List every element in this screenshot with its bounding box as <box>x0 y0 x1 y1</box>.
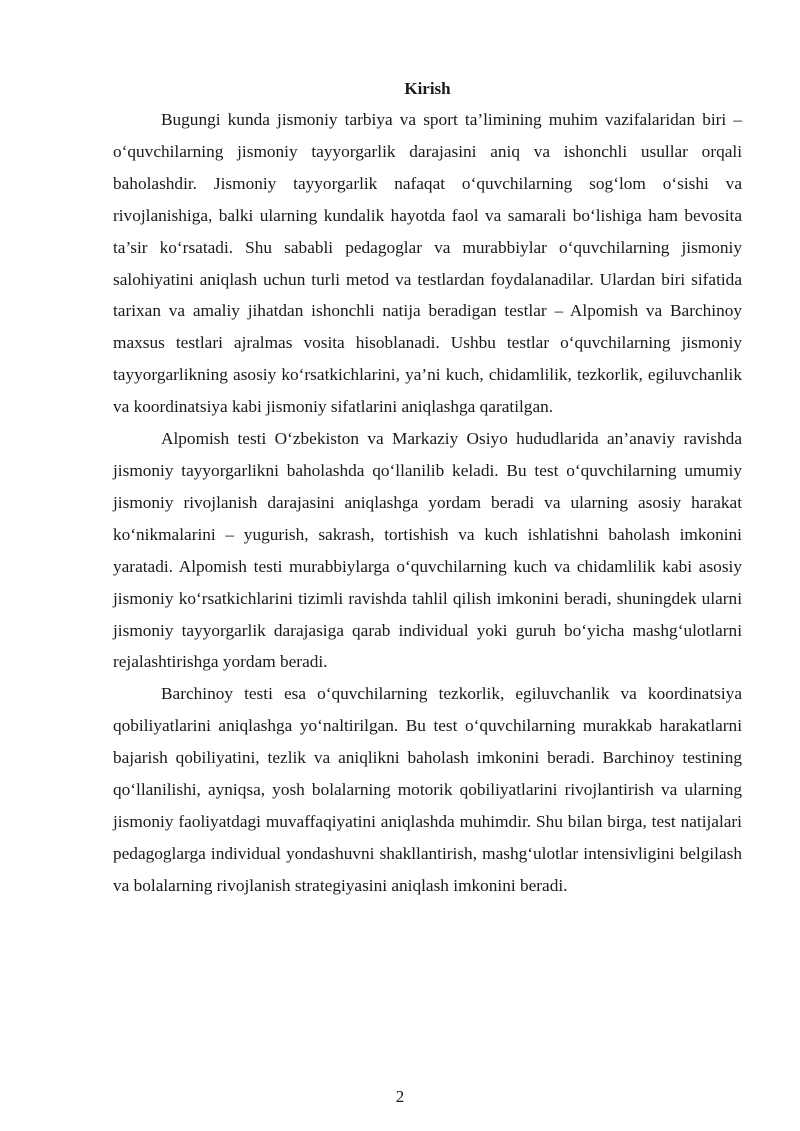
paragraph-intro: Bugungi kunda jismoniy tarbiya va sport ta’limining muhim vazifalaridan biri – o‘quvchilarning jismoniy tayyorgarlik darajasini aniq va ishonchli usullar orqali baholashdir. Jismoniy tayyorgarlik nafaqat o‘quvchilarning sog‘lom o‘sishi va rivojlanishiga, balki ularning kundalik hayotda faol va samarali bo‘lishiga ham bevosita ta’sir ko‘rsatadi. Shu sababli pedagoglar va murabbiylar o‘quvchilarning jismoniy salohiyatini aniqlash uchun turli metod va testlardan foydalanadilar. Ulardan biri sifatida tarixan va amaliy jihatdan ishonchli natija beradigan testlar – Alpomish va Barchinoy maxsus testlari ajralmas vosita hisoblanadi. Ushbu testlar o‘quvchilarning jismoniy tayyorgarlikning asosiy ko‘rsatkichlarini, ya’ni kuch, chidamlilik, tezkorlik, egiluvchanlik va koordinatsiya kabi jismoniy sifatlarini aniqlashga qaratilgan. <box>113 110 742 417</box>
section-title: Kirish <box>404 79 451 98</box>
paragraph-barchinoy: Barchinoy testi esa o‘quvchilarning tezkorlik, egiluvchanlik va koordinatsiya qobiliyatlarini aniqlashga yo‘naltirilgan. Bu test o‘quvchilarning murakkab harakatlarni bajarish qobiliyatini, tezlik va aniqlikni baholash imkonini beradi. Barchinoy testining qo‘llanilishi, ayniqsa, yosh bolalarning motorik qobiliyatlarini rivojlantirish va ularning jismoniy faoliyatdagi muvaffaqiyatini aniqlashda muhimdir. Shu bilan birga, test natijalari pedagoglarga individual yondashuvni shakllantirish, mashg‘ulotlar intensivligini belgilash va bolalarning rivojlanish strategiyasini aniqlash imkonini beradi. <box>113 684 742 895</box>
body-text <box>113 104 742 902</box>
paragraph-alpomish: Alpomish testi O‘zbekiston va Markaziy Osiyo hududlarida an’anaviy ravishda jismoniy tayyorgarlikni baholashda qo‘llanilib keladi. Bu test o‘quvchilarning umumiy jismoniy rivojlanish darajasini aniqlashga yordam beradi va ularning asosiy harakat ko‘nikmalarini – yugurish, sakrash, tortishish va kuch ishlatishni baholash imkonini yaratadi. Alpomish testi murabbiylarga o‘quvchilarning kuch va chidamlilik kabi asosiy jismoniy ko‘rsatkichlarini tizimli ravishda tahlil qilish imkonini beradi, shuningdek ularni jismoniy tayyorgarlik darajasiga qarab individual yoki guruh bo‘yicha mashg‘ulotlarni rejalashtirishga yordam beradi. <box>113 429 742 672</box>
page-number: 2 <box>395 1087 405 1106</box>
